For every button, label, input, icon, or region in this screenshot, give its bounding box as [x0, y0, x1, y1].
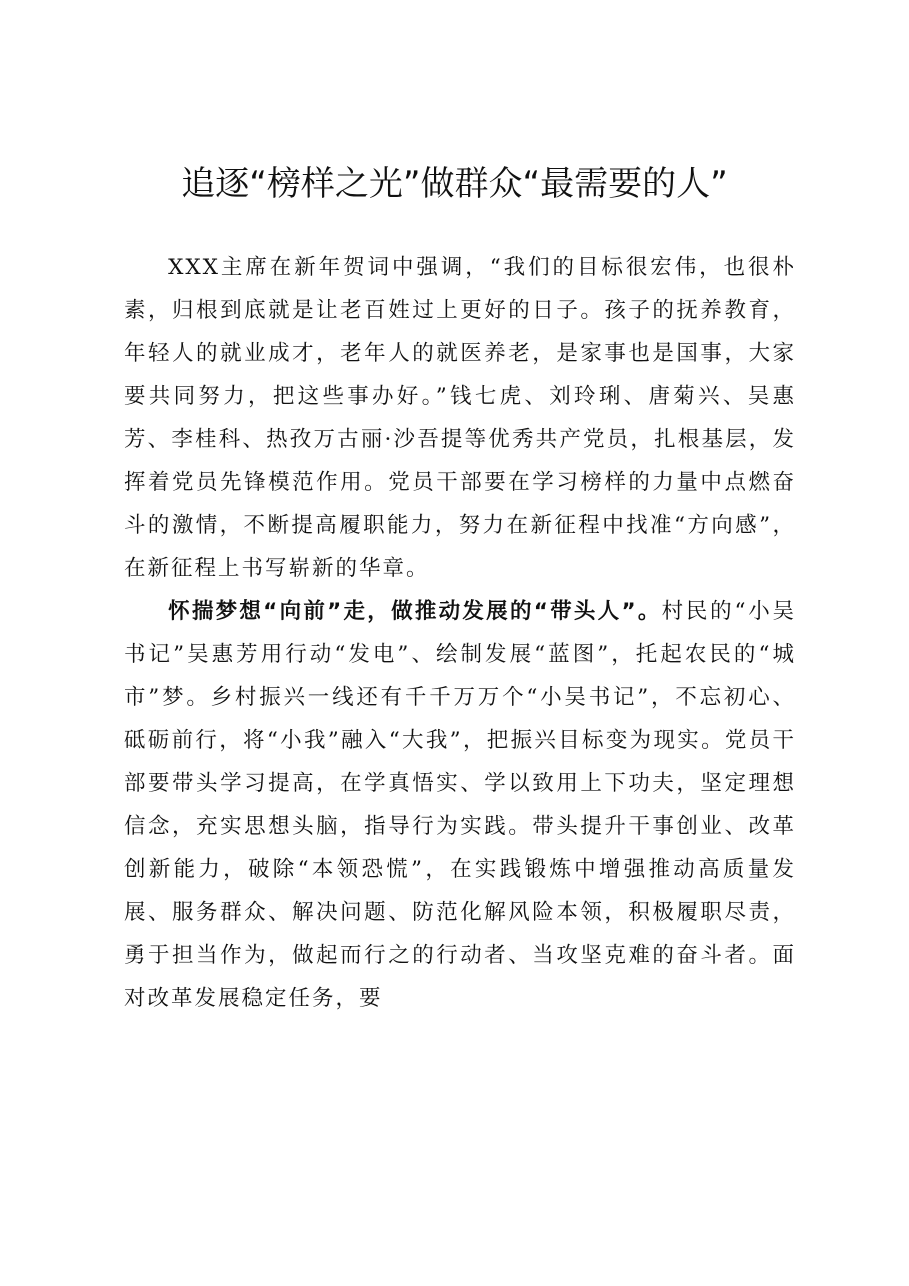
paragraph-1-text: XXX主席在新年贺词中强调，“我们的目标很宏伟，也很朴素，归根到底就是让老百姓过上更好的日子。孩子的抚养教育，年轻人的就业成才，老年人的就医养老，是家事也是国事，大家要共同努力，把这些事办好。”钱七虎、刘玲琍、唐菊兴、吴惠芳、李桂科、热孜万古丽·沙吾提等优秀共产党员，扎根基层，发挥着党员先锋模范作用。党员干部要在学习榜样的力量中点燃奋斗的激情，不断提高履职能力，努力在新征程中找准“方向感”，在新征程上书写崭新的华章。 [124, 255, 796, 581]
paragraph-1 [124, 246, 796, 590]
paragraph-2 [124, 590, 796, 1020]
document-body [124, 246, 796, 1020]
paragraph-2-lead-sentence: 怀揣梦想“向前”走，做推动发展的“带头人”。 [168, 599, 662, 624]
paragraph-2-text: 村民的“小吴书记”吴惠芳用行动“发电”、绘制发展“蓝图”，托起农民的“城市”梦。乡村振兴一线还有千千万万个“小吴书记”，不忘初心、砥砺前行，将“小我”融入“大我”，把振兴目标变为现实。党员干部要带头学习提高，在学真悟实、学以致用上下功夫，坚定理想信念，充实思想头脑，指导行为实践。带头提升干事创业、改革创新能力，破除“本领恐慌”，在实践锻炼中增强推动高质量发展、服务群众、解决问题、防范化解风险本领，积极履职尽责，勇于担当作为，做起而行之的行动者、当攻坚克难的奋斗者。面对改革发展稳定任务，要 [124, 599, 796, 1011]
document-title: 追逐“榜样之光”做群众“最需要的人” [181, 164, 728, 204]
